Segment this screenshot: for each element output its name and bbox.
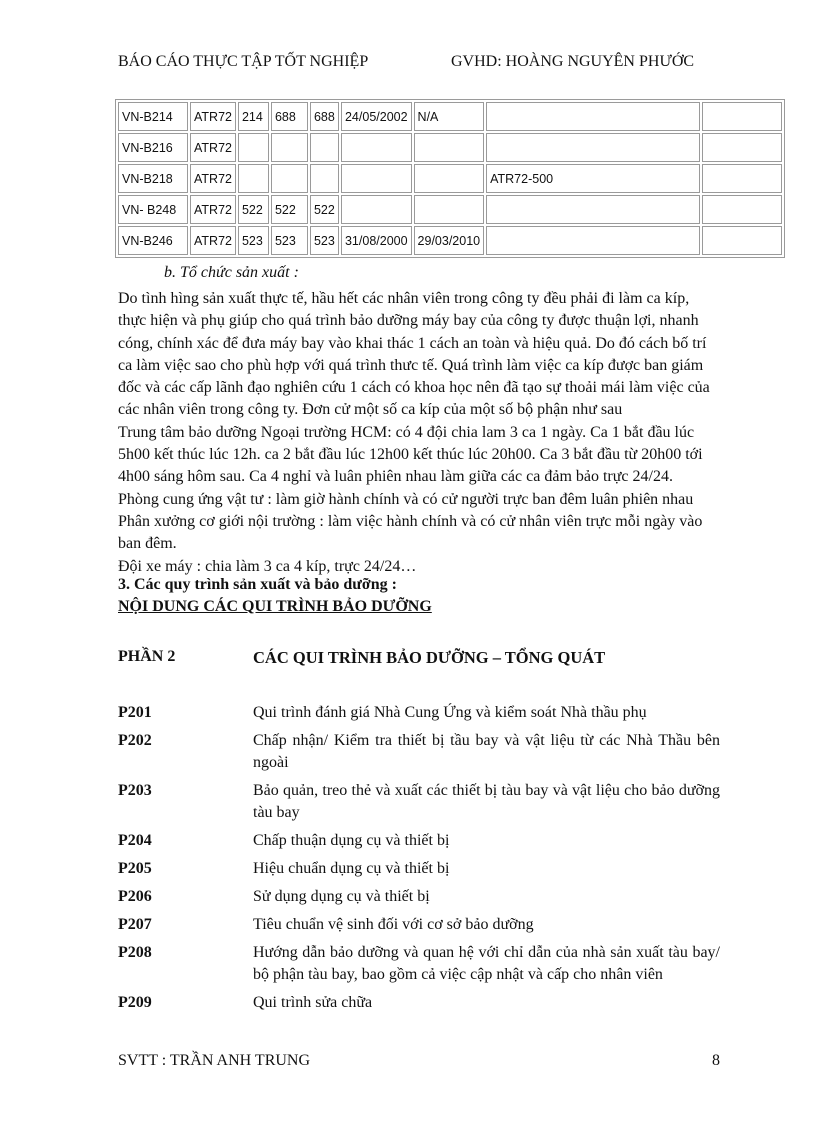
part-title: CÁC QUI TRÌNH BẢO DƯỠNG – TỔNG QUÁT: [253, 648, 606, 667]
procedure-code: P203: [118, 782, 152, 799]
table-row: [118, 195, 782, 224]
paragraph: Do tình hìng sản xuất thực tế, hầu hết các nhân viên trong công ty đều phải đi làm ca kíp, thực hiện và phụ giúp cho quá trình bảo dưỡng máy bay của công ty được thuận lợi, nhanh cóng, chính xác để đưa máy bay vào khai thác 1 cách an toàn và hiệu quả. Do đó cách bố trí ca làm việc sao cho phù hợp với quá trình thưc tế. Quá trình làm việc ca kíp được ban giám đốc và các cấp lãnh đạo nghiên cứu 1 cách có khoa học nên đã tạo sự thoải mái làm việc của các nhân viên trong công ty. Đơn cử một số ca kíp của một số bộ phận như sau: [118, 290, 710, 419]
advisor-name: GVHD: HOÀNG NGUYÊN PHƯỚC: [451, 53, 695, 70]
procedure-code: P202: [118, 732, 152, 749]
fleet-table-body: [118, 102, 782, 255]
body-paragraphs: [118, 288, 720, 578]
procedure-description: Chấp thuận dụng cụ và thiết bị: [253, 832, 450, 849]
table-cell: [702, 164, 782, 193]
table-row: [118, 133, 782, 162]
table-cell: VN- B248: [118, 195, 188, 224]
procedure-code: P208: [118, 944, 152, 961]
table-cell: ATR72: [190, 164, 236, 193]
procedure-code: P207: [118, 916, 152, 933]
procedure-code: P206: [118, 888, 152, 905]
table-cell: [414, 164, 485, 193]
table-cell: ATR72: [190, 195, 236, 224]
table-cell: [310, 164, 339, 193]
fleet-table: [115, 99, 785, 258]
table-cell: VN-B218: [118, 164, 188, 193]
table-cell: ATR72-500: [486, 164, 700, 193]
section-subheading: NỘI DUNG CÁC QUI TRÌNH BẢO DƯỠNG: [118, 598, 432, 615]
table-cell: 24/05/2002: [341, 102, 412, 131]
procedure-description: Hướng dẫn bảo dưỡng và quan hệ với chỉ dẫn của nhà sản xuất tàu bay/ bộ phận tàu bay, bao gồm cả việc cập nhật và cấp cho nhân viên: [253, 944, 720, 983]
procedure-item: [118, 992, 720, 1014]
procedure-description: Hiệu chuẩn dụng cụ và thiết bị: [253, 860, 450, 877]
procedure-item: [118, 914, 720, 936]
table-cell: 523: [310, 226, 339, 255]
table-cell: VN-B214: [118, 102, 188, 131]
procedure-description: Tiêu chuẩn vệ sinh đối với cơ sở bảo dưỡng: [253, 916, 534, 933]
table-cell: 523: [271, 226, 308, 255]
table-cell: 523: [238, 226, 269, 255]
procedure-item: [118, 830, 720, 852]
procedure-description: Bảo quản, treo thẻ và xuất các thiết bị tàu bay và vật liệu cho bảo dưỡng tàu bay: [253, 782, 720, 821]
table-row: [118, 226, 782, 255]
table-cell: ATR72: [190, 133, 236, 162]
table-cell: [238, 133, 269, 162]
table-cell: ATR72: [190, 102, 236, 131]
table-cell: VN-B246: [118, 226, 188, 255]
procedure-list: [118, 702, 720, 1020]
paragraph: Đội xe máy : chia làm 3 ca 4 kíp, trực 24/24…: [118, 557, 417, 575]
table-cell: [702, 195, 782, 224]
section-heading: 3. Các quy trình sản xuất và bảo dưỡng :: [118, 576, 397, 593]
table-cell: N/A: [414, 102, 485, 131]
table-cell: [486, 133, 700, 162]
table-cell: [702, 102, 782, 131]
table-cell: [486, 195, 700, 224]
procedure-item: [118, 858, 720, 880]
table-cell: 29/03/2010: [414, 226, 485, 255]
page-number: 8: [712, 1052, 720, 1069]
table-cell: [414, 133, 485, 162]
procedure-description: Qui trình sửa chữa: [253, 994, 373, 1011]
table-cell: [702, 226, 782, 255]
procedure-code: P201: [118, 704, 152, 721]
procedure-description: Sử dụng dụng cụ và thiết bị: [253, 888, 430, 905]
part-code: PHẦN 2: [118, 648, 176, 665]
table-cell: [310, 133, 339, 162]
table-cell: [238, 164, 269, 193]
subsection-heading: b. Tổ chức sản xuất :: [164, 264, 299, 281]
table-cell: [702, 133, 782, 162]
table-cell: 688: [271, 102, 308, 131]
table-row: [118, 164, 782, 193]
procedure-description: Qui trình đánh giá Nhà Cung Ứng và kiểm soát Nhà thầu phụ: [253, 704, 647, 721]
procedure-code: P205: [118, 860, 152, 877]
procedure-item: [118, 886, 720, 908]
table-cell: 522: [238, 195, 269, 224]
procedure-description: Chấp nhận/ Kiểm tra thiết bị tầu bay và vật liệu từ các Nhà Thầu bên ngoài: [253, 732, 720, 771]
table-cell: VN-B216: [118, 133, 188, 162]
table-cell: [414, 195, 485, 224]
procedure-item: [118, 702, 720, 724]
table-cell: [341, 133, 412, 162]
table-cell: [486, 102, 700, 131]
paragraph: Phòng cung ứng vật tư : làm giờ hành chính và có cử người trực ban đêm luân phiên nhau: [118, 490, 694, 508]
procedure-code: P209: [118, 994, 152, 1011]
paragraph: Phân xưởng cơ giới nội trường : làm việc hành chính và có cử nhân viên trực mỗi ngày vào ban đêm.: [118, 512, 703, 553]
table-cell: 522: [310, 195, 339, 224]
table-cell: 522: [271, 195, 308, 224]
table-cell: ATR72: [190, 226, 236, 255]
table-cell: [341, 164, 412, 193]
report-title: BÁO CÁO THỰC TẬP TỐT NGHIỆP: [118, 53, 369, 70]
table-cell: [341, 195, 412, 224]
procedure-code: P204: [118, 832, 152, 849]
table-cell: [486, 226, 700, 255]
procedure-item: [118, 942, 720, 986]
table-row: [118, 102, 782, 131]
table-cell: 214: [238, 102, 269, 131]
table-cell: [271, 133, 308, 162]
table-cell: 688: [310, 102, 339, 131]
student-name: SVTT : TRẦN ANH TRUNG: [118, 1052, 311, 1069]
procedure-item: [118, 780, 720, 824]
table-cell: 31/08/2000: [341, 226, 412, 255]
procedure-item: [118, 730, 720, 774]
table-cell: [271, 164, 308, 193]
paragraph: Trung tâm bảo dưỡng Ngoại trường HCM: có 4 đội chia lam 3 ca 1 ngày. Ca 1 bắt đầu lúc 5h00 kết thúc lúc 12h. ca 2 bắt đầu lúc 12h00 kết thúc lúc 20h00. Ca 3 bắt đầu từ 20h00 tới 4h00 sáng hôm sau. Ca 4 nghỉ và luân phiên nhau làm giữa các ca đảm bảo trực 24/24.: [118, 423, 703, 486]
